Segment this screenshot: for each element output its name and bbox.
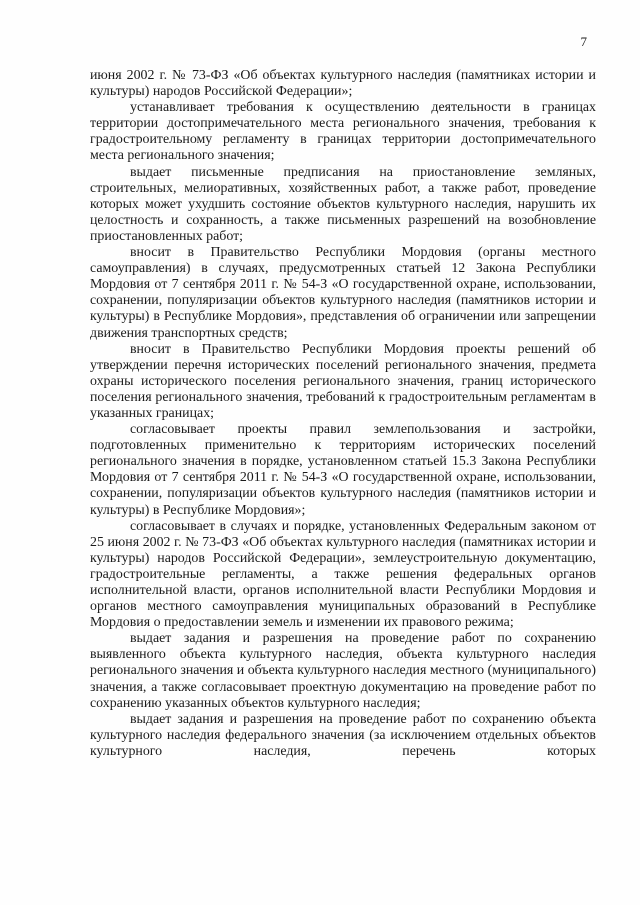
paragraph-land-use-rules: согласовывает проекты правил землепользования и застройки, подготовленных применительно к территориям исторических поселений регионального значения в порядке, установленном статьей 15.3 Закона Республики Мордовия от 7 сентября 2011 г. № 54-З «О государственной охране, использовании, сохранении, популяризации объектов культурного наследия (памятников истории и культуры) в Республике Мордовия»; <box>90 422 596 518</box>
paragraph-continuation: июня 2002 г. № 73-ФЗ «Об объектах культурного наследия (памятниках истории и культуры) народов Российской Федерации»; <box>90 68 596 100</box>
paragraph-traffic-restrictions: вносит в Правительство Республики Мордовия (органы местного самоуправления) в случаях, предусмотренных статьей 12 Закона Республики Мордовия от 7 сентября 2011 г. № 54-З «О государственной охране, использовании, сохранении, популяризации объектов культурного наследия (памятников истории и культуры) в Республике Мордовия», представления об ограничении или запрещении движения транспортных средств; <box>90 245 596 341</box>
paragraph-federal-permits: выдает задания и разрешения на проведение работ по сохранению объекта культурного наследия федерального значения (за исключением отдельных объектов культурного наследия, перечень которых <box>90 711 596 759</box>
paragraph-orders: выдает письменные предписания на приостановление земляных, строительных, мелиоративных, хозяйственных работ, а также работ, проведение которых может ухудшить состояние объектов культурного наследия, нарушить их целостность и сохранность, а также письменных разрешений на возобновление приостановленных работ; <box>90 164 596 244</box>
paragraph-land-documentation: согласовывает в случаях и порядке, установленных Федеральным законом от 25 июня 2002 г. № 73-ФЗ «Об объектах культурного наследия (памятниках истории и культуры) народов Российской Федерации», землеустроительную документацию, градостроительные регламенты, а также решения федеральных органов исполнительной власти, органов исполнительной власти Республики Мордовия и органов местного самоуправления муниципальных образований в Республике Мордовия о предоставлении земель и изменении их правового режима; <box>90 518 596 631</box>
paragraph-requirements: устанавливает требования к осуществлению деятельности в границах территории достопримечательного места регионального значения, требования к градостроительному регламенту в границах территории достопримечательного места регионального значения; <box>90 100 596 164</box>
paragraph-regional-permits: выдает задания и разрешения на проведение работ по сохранению выявленного объекта культурного наследия, объекта культурного наследия регионального значения и объекта культурного наследия местного (муниципального) значения, а также согласовывает проектную документацию на проведение работ по сохранению указанных объектов культурного наследия; <box>90 631 596 711</box>
document-body <box>90 68 596 760</box>
page-number: 7 <box>580 34 587 49</box>
paragraph-historic-settlements: вносит в Правительство Республики Мордовия проекты решений об утверждении перечня исторических поселений регионального значения, предмета охраны исторического поселения регионального значения, границ исторического поселения регионального значения, требований к градостроительным регламентам в указанных границах; <box>90 341 596 421</box>
